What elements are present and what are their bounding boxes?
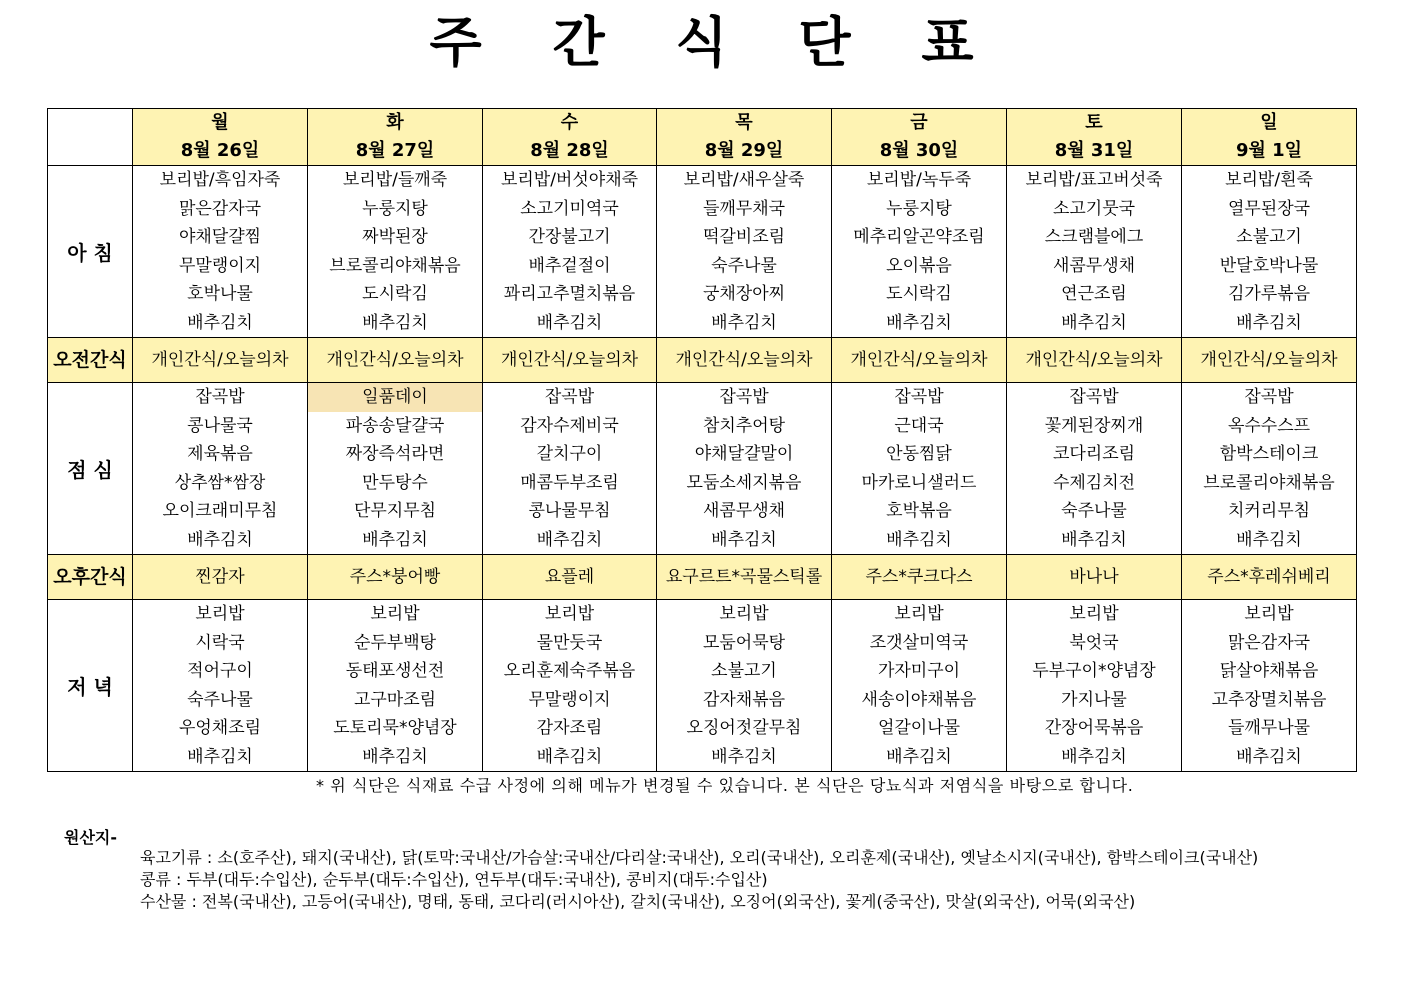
menu-item: 배추김치 [362, 529, 428, 550]
breakfast-cell [308, 166, 483, 338]
menu-item: 얼갈이나물 [877, 718, 961, 738]
menu-item: 꽈리고추멸치볶음 [503, 284, 636, 304]
dinner-cell [1182, 600, 1357, 772]
day-header [832, 109, 1007, 166]
dinner-cell [133, 600, 308, 772]
menu-item: 고구마조림 [353, 689, 437, 710]
menu-item: 닭살야채볶음 [1219, 661, 1319, 681]
menu-item: 배추김치 [187, 312, 253, 333]
menu-item: 매콤두부조림 [520, 472, 619, 493]
menu-item: 오이볶음 [886, 255, 952, 276]
menu-item: 들깨무채국 [702, 198, 786, 219]
menu-item: 모둠어묵탕 [702, 632, 786, 653]
dinner-cell [657, 600, 832, 772]
menu-item: 보리밥 [719, 604, 769, 624]
day-header [657, 109, 832, 166]
menu-item: 배추김치 [536, 746, 603, 767]
breakfast-cell [1007, 166, 1182, 338]
menu-item: 배추김치 [1061, 746, 1127, 767]
day-date: 8월 27일 [355, 140, 435, 161]
menu-item: 적어구이 [187, 661, 253, 681]
menu-item: 시락국 [195, 632, 245, 653]
menu-item: 간장어묵볶음 [1044, 718, 1144, 738]
menu-item: 갈치구이 [536, 444, 603, 464]
menu-item: 상추쌈*쌈장 [174, 472, 266, 493]
day-name: 월 [211, 112, 229, 133]
snack-item: 요플레 [483, 555, 657, 600]
menu-item: 소고기미역국 [520, 198, 619, 219]
menu-item: 호박볶음 [886, 501, 952, 521]
menu-item: 배추김치 [362, 312, 428, 333]
breakfast-cell [657, 166, 832, 338]
snack-item: 주스*후레쉬베리 [1182, 555, 1357, 600]
menu-item: 궁채장아찌 [702, 284, 786, 304]
menu-item: 야채달걀찜 [178, 227, 262, 247]
snack-item: 주스*붕어빵 [308, 555, 483, 600]
menu-item: 배추김치 [1061, 312, 1127, 333]
menu-item: 누룽지탕 [886, 198, 952, 219]
snack-item: 개인간식/오늘의차 [657, 338, 832, 383]
day-date: 8월 26일 [180, 140, 260, 161]
menu-item: 잡곡밥 [894, 387, 944, 407]
origin-info [140, 848, 1355, 914]
menu-item: 소불고기 [1236, 227, 1302, 247]
day-header [133, 109, 308, 166]
snack-item: 요구르트*곡물스틱롤 [657, 555, 832, 600]
menu-item: 도시락김 [886, 284, 952, 304]
morning_snack-row [48, 338, 1357, 383]
snack-item: 개인간식/오늘의차 [1182, 338, 1357, 383]
menu-item: 보리밥 [370, 604, 420, 624]
menu-item: 소고기뭇국 [1052, 198, 1136, 219]
day-header [1182, 109, 1357, 166]
menu-item: 잡곡밥 [544, 387, 595, 407]
menu-item: 배추김치 [187, 746, 253, 767]
origin-seafood: 수산물 : 전복(국내산), 고등어(국내산), 명태, 동태, 코다리(러시아산), 갈치(국내산), 오징어(외국산), 꽃게(중국산), 맛살(외국산), 어묵(외국산) [140, 892, 1136, 911]
lunch-cell [832, 383, 1007, 555]
dinner-cell [308, 600, 483, 772]
menu-item: 고추장멸치볶음 [1211, 689, 1327, 710]
menu-item: 간장불고기 [528, 227, 611, 247]
day-name: 일 [1260, 112, 1278, 133]
menu-item: 호박나물 [187, 284, 253, 304]
menu-item: 새콤무생채 [1052, 255, 1136, 276]
breakfast-cell [133, 166, 308, 338]
menu-item: 브로콜리야채볶음 [329, 255, 461, 276]
menu-item: 제육볶음 [187, 444, 253, 464]
menu-item: 맑은감자국 [178, 198, 262, 219]
menu-item: 오이크래미무침 [162, 501, 278, 521]
menu-item: 근대국 [894, 415, 944, 436]
menu-item: 숙주나물 [187, 689, 253, 710]
day-date: 8월 30일 [879, 140, 959, 161]
menu-item: 배추김치 [536, 312, 603, 333]
snack-item: 개인간식/오늘의차 [133, 338, 308, 383]
menu-item: 모둠소세지볶음 [686, 472, 802, 493]
morning_snack-label: 오전간식 [48, 338, 133, 383]
origin-meat: 육고기류 : 소(호주산), 돼지(국내산), 닭(토막:국내산/가슴살:국내산/다리살:국내산), 오리(국내산), 오리훈제(국내산), 옛날소시지(국내산), 함박스테이크(국내산) [140, 848, 1259, 867]
breakfast-cell [832, 166, 1007, 338]
menu-item: 배추김치 [711, 312, 777, 333]
snack-item: 개인간식/오늘의차 [1007, 338, 1182, 383]
menu-item: 잡곡밥 [1244, 387, 1294, 407]
menu-item: 배추김치 [711, 746, 777, 767]
menu-item: 도시락김 [362, 284, 428, 304]
afternoon_snack-row [48, 555, 1357, 600]
dinner-label: 저 녁 [48, 600, 133, 772]
snack-item: 주스*쿠크다스 [832, 555, 1007, 600]
dinner-cell [483, 600, 657, 772]
menu-item: 보리밥/녹두죽 [866, 170, 972, 190]
menu-item: 도토리묵*양념장 [333, 718, 457, 738]
lunch-cell [483, 383, 657, 555]
dinner-row [48, 600, 1357, 772]
origin-title: 원산지- [64, 828, 118, 847]
menu-item: 코다리조림 [1052, 444, 1136, 464]
day-date: 9월 1일 [1235, 140, 1303, 161]
menu-item: 잡곡밥 [1069, 387, 1119, 407]
menu-item: 무말랭이지 [178, 255, 262, 276]
menu-item: 배추김치 [886, 746, 952, 767]
menu-item: 배추김치 [362, 746, 428, 767]
day-name: 금 [910, 112, 928, 133]
menu-item: 떡갈비조림 [702, 227, 786, 247]
menu-item: 배추김치 [1236, 529, 1302, 550]
menu-item: 물만둣국 [536, 632, 603, 653]
menu-item: 배추김치 [1236, 746, 1302, 767]
menu-item: 맑은감자국 [1227, 632, 1311, 653]
menu-item: 배추김치 [536, 529, 603, 550]
menu-item: 보리밥 [894, 604, 944, 624]
day-name: 목 [735, 112, 753, 133]
menu-item: 반달호박나물 [1219, 255, 1319, 276]
weekly-menu-table [47, 108, 1357, 772]
menu-item: 배추겉절이 [528, 255, 611, 276]
menu-item: 가지나물 [1061, 689, 1127, 710]
menu-item: 열무된장국 [1227, 198, 1311, 219]
menu-item: 옥수수스프 [1227, 415, 1311, 436]
menu-item: 감자수제비국 [520, 415, 619, 436]
menu-item: 동태포생선전 [345, 661, 445, 681]
lunch-cell [1007, 383, 1182, 555]
day-header [1007, 109, 1182, 166]
day-name: 수 [560, 112, 579, 133]
menu-item: 보리밥/흑임자죽 [159, 170, 281, 190]
lunch-cell [657, 383, 832, 555]
menu-item: 수제김치전 [1052, 472, 1136, 493]
lunch-label: 점 심 [48, 383, 133, 555]
breakfast-cell [483, 166, 657, 338]
day-header [308, 109, 483, 166]
menu-item: 보리밥/표고버섯죽 [1025, 170, 1163, 190]
dinner-cell [1007, 600, 1182, 772]
menu-item: 배추김치 [187, 529, 253, 550]
menu-item: 김가루볶음 [1227, 284, 1311, 304]
day-date: 8월 28일 [530, 140, 609, 161]
breakfast-label: 아 침 [48, 166, 133, 338]
menu-item: 배추김치 [1236, 312, 1302, 333]
menu-item: 누룽지탕 [362, 198, 428, 219]
menu-item: 배추김치 [1061, 529, 1127, 550]
menu-item: 함박스테이크 [1219, 444, 1319, 464]
menu-item: 보리밥/흰죽 [1225, 170, 1313, 190]
menu-item: 브로콜리야채볶음 [1203, 472, 1335, 493]
menu-item: 새콤무생채 [702, 501, 786, 521]
menu-item: 오리훈제숙주볶음 [503, 661, 636, 681]
menu-item: 감자조림 [536, 718, 603, 738]
lunch-cell [1182, 383, 1357, 555]
dinner-cell [832, 600, 1007, 772]
snack-item: 바나나 [1007, 555, 1182, 600]
menu-item: 배추김치 [711, 529, 777, 550]
menu-item: 가자미구이 [877, 661, 961, 681]
lunch-cell [308, 383, 483, 555]
menu-item: 야채달걀말이 [694, 444, 794, 464]
day-name: 토 [1085, 112, 1103, 133]
snack-item: 개인간식/오늘의차 [483, 338, 657, 383]
breakfast-row [48, 166, 1357, 338]
menu-item: 스크램블에그 [1044, 227, 1144, 247]
day-date: 8월 29일 [704, 140, 784, 161]
menu-item: 무말랭이지 [528, 689, 611, 710]
origin-beans: 콩류 : 두부(대두:수입산), 순두부(대두:수입산), 연두부(대두:국내산), 콩비지(대두:수입산) [140, 870, 768, 889]
menu-item: 메추리알곤약조림 [853, 227, 985, 247]
menu-item: 순두부백탕 [353, 632, 437, 653]
menu-item: 꽃게된장찌개 [1044, 415, 1144, 436]
menu-item: 파송송달걀국 [345, 415, 445, 436]
menu-item: 치커리무침 [1227, 501, 1311, 521]
menu-item: 보리밥/버섯야채죽 [500, 170, 639, 190]
header-row [48, 109, 1357, 166]
menu-item: 콩나물국 [187, 415, 253, 436]
afternoon_snack-label: 오후간식 [48, 555, 133, 600]
page-title: 주 간 식 단 표 [429, 11, 1000, 74]
lunch-cell [133, 383, 308, 555]
menu-item: 숙주나물 [1061, 501, 1127, 521]
menu-item: 감자채볶음 [702, 689, 786, 710]
day-name: 화 [386, 112, 404, 133]
menu-item: 보리밥/들깨죽 [342, 170, 448, 190]
menu-item: 배추김치 [886, 529, 952, 550]
menu-item: 단무지무침 [353, 501, 437, 521]
day-header [483, 109, 657, 166]
menu-item: 마카로니샐러드 [861, 472, 977, 493]
menu-item: 보리밥 [1069, 604, 1119, 624]
menu-item: 잡곡밥 [719, 387, 769, 407]
menu-item: 보리밥 [1244, 604, 1294, 624]
menu-item: 숙주나물 [711, 255, 777, 276]
menu-item: 짜박된장 [362, 227, 428, 247]
menu-item: 만두탕수 [362, 472, 428, 493]
menu-item: 오징어젓갈무침 [686, 718, 802, 738]
day-date: 8월 31일 [1054, 140, 1134, 161]
menu-item: 참치추어탕 [702, 415, 786, 436]
menu-item: 보리밥 [195, 604, 245, 624]
menu-item: 두부구이*양념장 [1032, 661, 1156, 681]
menu-item: 보리밥/새우살죽 [683, 170, 805, 190]
menu-item: 우엉채조림 [178, 718, 262, 738]
menu-item: 소불고기 [711, 661, 777, 681]
menu-item: 안동찜닭 [886, 444, 952, 464]
menu-item: 보리밥 [544, 604, 595, 624]
menu-item: 북엇국 [1069, 632, 1119, 653]
menu-item: 콩나물무침 [528, 501, 611, 521]
corner-cell [48, 109, 133, 166]
menu-item: 새송이야채볶음 [861, 689, 977, 710]
menu-item: 들깨무나물 [1227, 718, 1311, 738]
menu-item: 잡곡밥 [195, 387, 245, 407]
menu-item: 연근조림 [1061, 284, 1127, 304]
menu-item: 일품데이 [308, 383, 482, 412]
menu-item: 짜장즉석라면 [345, 444, 445, 464]
breakfast-cell [1182, 166, 1357, 338]
lunch-row [48, 383, 1357, 555]
menu-change-note: * 위 식단은 식재료 수급 사정에 의해 메뉴가 변경될 수 있습니다. 본 식단은 당뇨식과 저염식을 바탕으로 합니다. [316, 776, 1134, 795]
snack-item: 개인간식/오늘의차 [308, 338, 483, 383]
menu-item: 배추김치 [886, 312, 952, 333]
snack-item: 개인간식/오늘의차 [832, 338, 1007, 383]
menu-item: 조갯살미역국 [869, 632, 969, 653]
snack-item: 찐감자 [133, 555, 308, 600]
